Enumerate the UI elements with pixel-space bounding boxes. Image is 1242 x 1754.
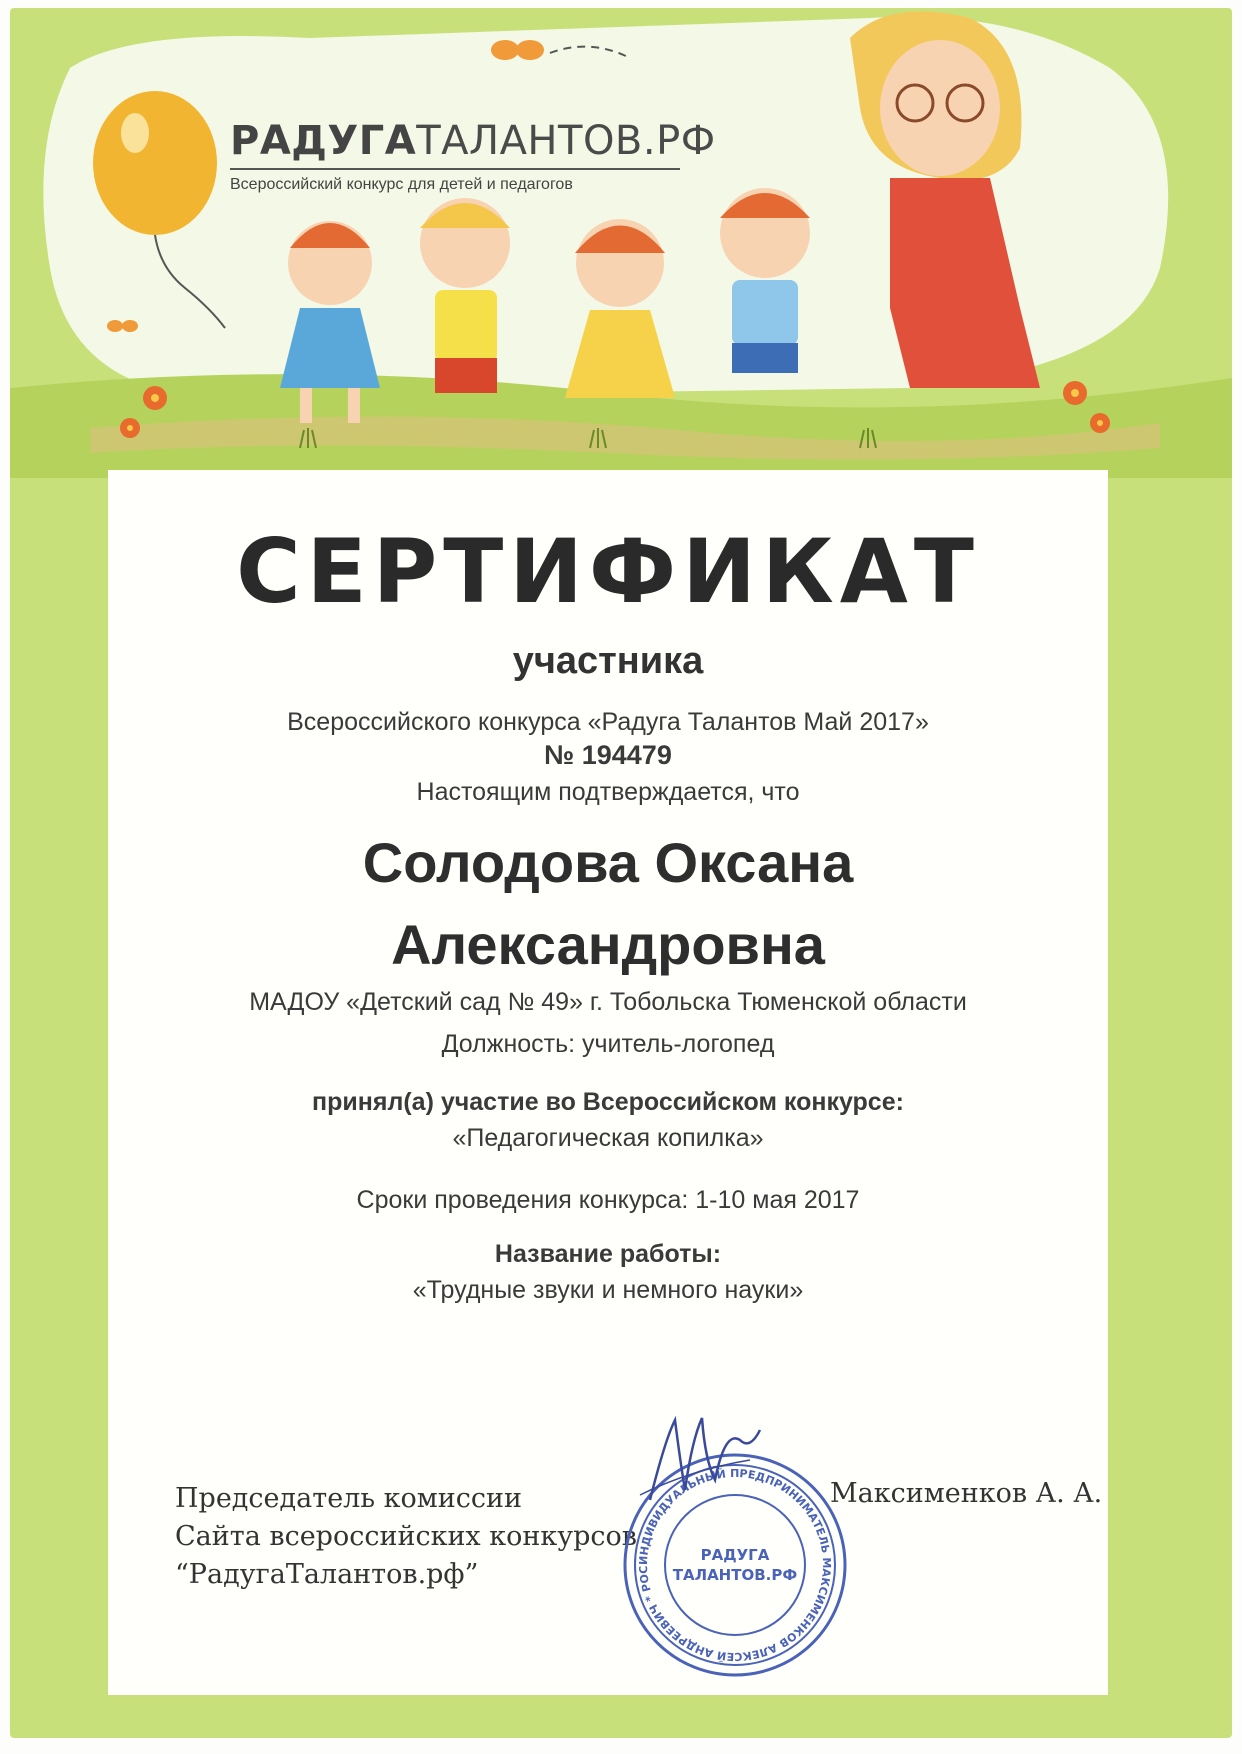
certificate-subtitle: участника <box>512 640 704 682</box>
chairman-line3: “РадугаТалантов.рф” <box>175 1559 479 1590</box>
contest-line: Всероссийского конкурса «Радуга Талантов Май 2017» <box>287 708 929 736</box>
certificate-number: № 194479 <box>544 740 672 770</box>
chairman-line2: Сайта всероссийских конкурсов <box>175 1521 637 1552</box>
organization: МАДОУ «Детский сад № 49» г. Тобольска Тюменской области <box>249 988 967 1016</box>
recipient-name-line2: Александровна <box>391 913 825 976</box>
certificate-title: СЕРТИФИКАТ <box>236 520 980 623</box>
work-title: «Трудные звуки и немного науки» <box>412 1276 804 1304</box>
header-illustration <box>10 8 1232 478</box>
participated-text: принял(а) участие во Всероссийском конкурсе: <box>312 1088 904 1116</box>
brand-logo <box>230 118 716 194</box>
contest-name: «Педагогическая копилка» <box>452 1124 764 1152</box>
work-label: Название работы: <box>494 1240 722 1268</box>
signer-name: Максименков А. А. <box>830 1478 1103 1509</box>
chairman-block <box>175 1480 637 1594</box>
brand-underline <box>230 168 680 170</box>
chairman-line1: Председатель комиссии <box>175 1483 522 1514</box>
brand-subtitle: Всероссийский конкурс для детей и педагогов <box>230 176 573 193</box>
stamp-center-line1: РАДУГА <box>700 1546 770 1564</box>
position: Должность: учитель-логопед <box>441 1030 775 1058</box>
confirm-text: Настоящим подтверждается, что <box>416 778 800 806</box>
brand-name: РАДУГАТАЛАНТОВ.РФ <box>230 118 716 164</box>
handwritten-signature <box>630 1400 770 1515</box>
recipient-name-line1: Солодова Оксана <box>362 831 854 894</box>
stamp-ring-text: ИНДИВИДУАЛЬНЫЙ ПРЕДПРИНИМАТЕЛЬ МАКСИМЕНКОВ АЛЕКСЕЙ АНДРЕЕВИЧ * РОС <box>636 1466 834 1664</box>
contest-dates: Сроки проведения конкурса: 1-10 мая 2017 <box>356 1186 860 1214</box>
stamp-center-line2: ТАЛАНТОВ.РФ <box>672 1566 798 1584</box>
